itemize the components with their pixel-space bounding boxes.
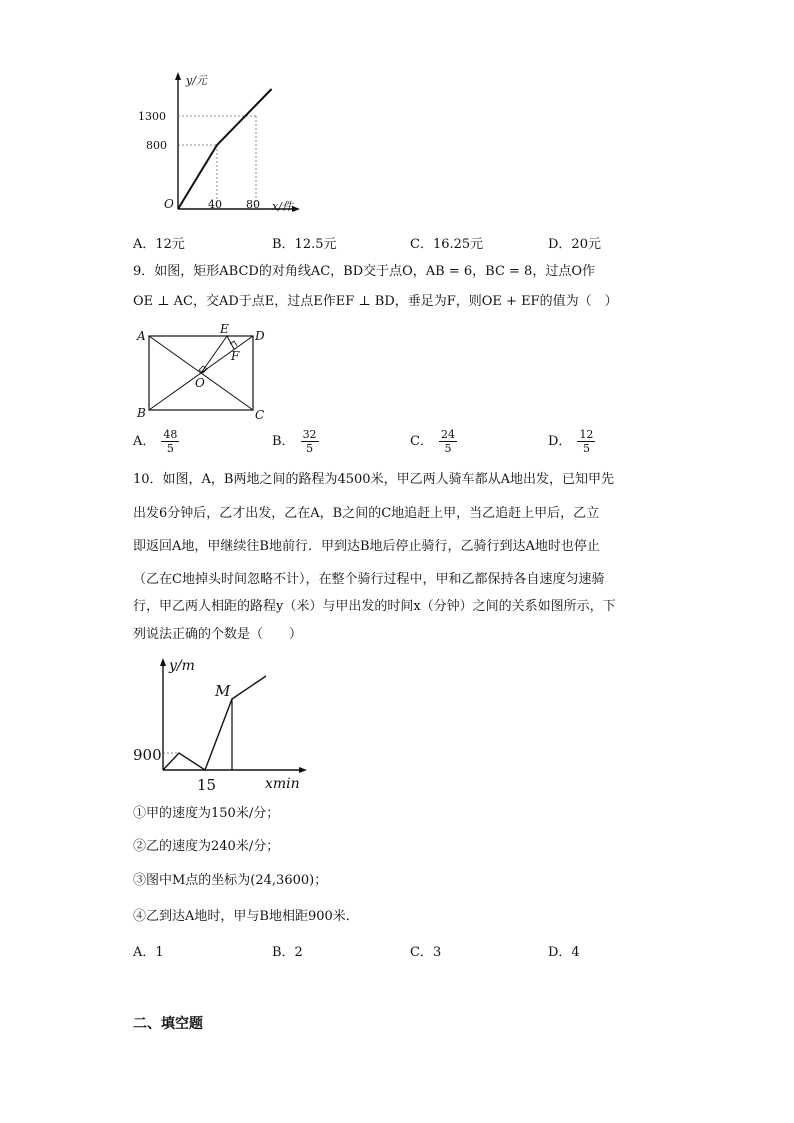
q9-option-c[interactable] <box>410 428 457 455</box>
q10-y-label: y/m <box>169 658 195 674</box>
label-a: A <box>137 329 146 343</box>
q9-line-1: 9．如图，矩形ABCD的对角线AC，BD交于点O，AB = 6，BC = 8，过点O作 <box>133 264 595 279</box>
q10-y-arrow <box>160 658 166 666</box>
q10-tick-900: 900 <box>133 746 162 764</box>
q8-x-label: x/件 <box>272 200 293 213</box>
q10-option-a[interactable]: A．1 <box>133 945 164 960</box>
q8-option-c[interactable]: C．16.25元 <box>410 237 484 252</box>
q10-statement-3: ③图中M点的坐标为(24,3600)； <box>133 873 328 888</box>
right-angle-f <box>230 341 237 346</box>
q10-line-1: 10．如图，A，B两地之间的路程为4500米，甲乙两人骑车都从A地出发，已知甲先 <box>133 472 614 487</box>
q10-option-d[interactable]: D．4 <box>548 945 580 960</box>
q9-option-a-letter: A． <box>133 434 156 449</box>
q9-option-a[interactable] <box>133 428 179 455</box>
q10-option-c[interactable]: C．3 <box>410 945 442 960</box>
q8-graph <box>130 68 310 218</box>
q8-tick-80: 80 <box>246 198 260 211</box>
q10-graph <box>133 652 313 797</box>
q8-option-d[interactable]: D．20元 <box>548 237 601 252</box>
q10-line-6: 列说法正确的个数是（ ） <box>133 627 303 642</box>
q9-option-d[interactable] <box>548 428 595 455</box>
q8-tick-800: 800 <box>146 139 167 152</box>
q8-data-line <box>178 89 272 209</box>
q10-x-arrow <box>299 767 307 773</box>
q10-option-b[interactable]: B．2 <box>272 945 303 960</box>
q10-point-m: M <box>215 682 231 700</box>
q8-option-a[interactable]: A．12元 <box>133 237 185 252</box>
q8-tick-1300: 1300 <box>138 110 166 123</box>
section-title: 二、填空题 <box>133 1016 203 1032</box>
q8-tick-40: 40 <box>208 198 222 211</box>
q10-statement-1: ①甲的速度为150米/分； <box>133 806 280 821</box>
q9-option-a-fraction: $\frac{48}{5}$ <box>163 428 178 455</box>
q8-y-arrow <box>175 72 181 80</box>
q9-option-c-fraction: $\frac{24}{5}$ <box>440 428 455 455</box>
q10-line-2: 出发6分钟后，乙才出发，乙在A，B之间的C地追赶上甲，当乙追赶上甲后，乙立 <box>133 506 600 521</box>
q10-tick-15: 15 <box>197 776 217 794</box>
segment-ef <box>227 336 234 349</box>
q9-line-2: OE ⊥ AC，交AD于点E，过点E作EF ⊥ BD，垂足为F，则OE + EF的值为（ ） <box>133 294 618 309</box>
q9-option-b-fraction: $\frac{32}{5}$ <box>302 428 317 455</box>
q9-option-c-letter: C． <box>410 434 433 449</box>
q8-x-arrow <box>292 206 300 212</box>
label-e: E <box>220 322 229 336</box>
q8-option-b[interactable]: B．12.5元 <box>272 237 337 252</box>
q10-x-label: xmin <box>265 776 300 792</box>
q9-option-d-letter: D． <box>548 434 572 449</box>
q9-option-b[interactable] <box>272 428 319 455</box>
q10-line-5: 行，甲乙两人相距的路程y（米）与甲出发的时间x（分钟）之间的关系如图所示，下 <box>133 599 616 614</box>
q9-option-d-fraction: $\frac{12}{5}$ <box>579 428 594 455</box>
label-d: D <box>255 329 265 343</box>
label-c: C <box>255 408 265 422</box>
q10-statement-2: ②乙的速度为240米/分； <box>133 839 280 854</box>
label-f: F <box>231 349 240 363</box>
q9-option-b-letter: B． <box>272 434 295 449</box>
q10-line-4: （乙在C地掉头时间忽略不计），在整个骑行过程中，甲和乙都保持各自速度匀速骑 <box>133 572 605 587</box>
label-b: B <box>137 406 146 420</box>
q8-y-label: y/元 <box>186 74 207 87</box>
q10-statement-4: ④乙到达A地时，甲与B地相距900米． <box>133 909 359 924</box>
label-o: O <box>195 376 205 390</box>
q8-origin: O <box>164 197 174 211</box>
q9-figure <box>133 320 273 425</box>
q10-line-3: 即返回A地，甲继续往B地前行．甲到达B地后停止骑行，乙骑行到达A地时也停止 <box>133 539 600 554</box>
